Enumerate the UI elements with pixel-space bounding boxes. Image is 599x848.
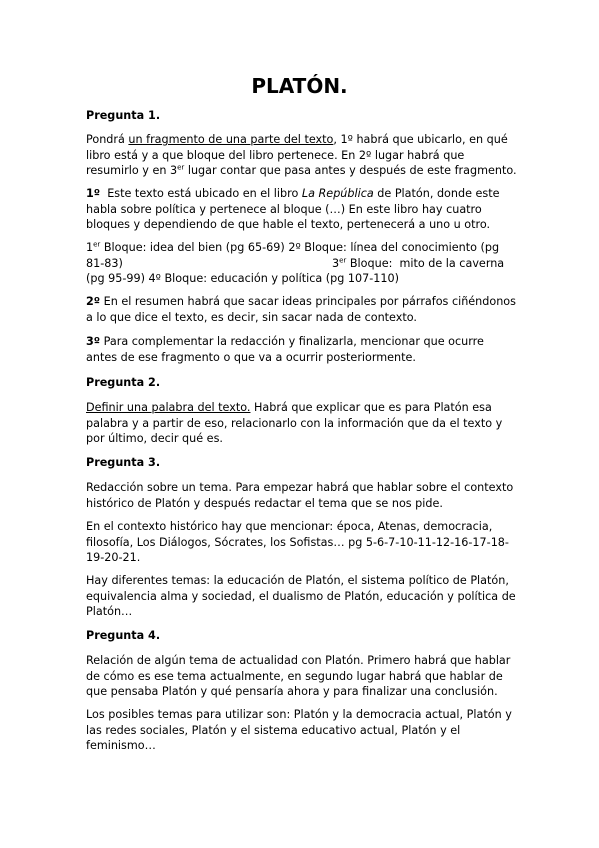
paragraph-line: palabra y a partir de eso, relacionarlo con la información que da el texto y — [86, 416, 503, 430]
text-run: 3 — [332, 256, 340, 270]
question-4-heading: Pregunta 4. — [86, 629, 161, 642]
paragraph-line: (pg 95-99) 4º Bloque: educación y política (pg 107-110) — [86, 272, 399, 286]
paragraph-line — [86, 240, 516, 256]
text-run: En el resumen habrá que sacar ideas principales por párrafos ciñéndonos — [100, 295, 516, 308]
paragraph-line — [86, 163, 516, 179]
question-3-paragraph-2 — [86, 519, 516, 566]
paragraph-line: equivalencia alma y sociedad, el dualismo de Platón, educación y política de — [86, 589, 516, 603]
paragraph-line: Redacción sobre un tema. Para empezar habrá que hablar sobre el contexto — [86, 481, 514, 494]
underlined-phrase: Definir una palabra del texto. — [86, 401, 251, 414]
paragraph-line — [86, 132, 516, 148]
paragraph-line: que pensaba Platón y qué pensaría ahora y para finalizar una conclusión. — [86, 685, 498, 699]
text-run: lugar contar que pasa antes y después de este fragmento. — [184, 164, 517, 178]
text-run: de Platón, donde este — [373, 187, 500, 200]
paragraph-line — [86, 256, 516, 272]
text-run: Bloque: idea del bien (pg 65-69) 2º Bloque: línea del conocimiento (pg — [100, 241, 500, 254]
paragraph-line: las redes sociales, Platón y el sistema educativo actual, Platón y el — [86, 723, 461, 737]
paragraph-line: libro está y a que bloque del libro pertenece. En 2º lugar habrá que — [86, 148, 465, 162]
ordinal-superscript: er — [177, 163, 185, 172]
paragraph-line: Hay diferentes temas: la educación de Platón, el sistema político de Platón, — [86, 574, 509, 587]
underlined-phrase: un fragmento de una parte del texto — [128, 133, 334, 146]
text-run: , 1º habrá que ubicarlo, en qué — [333, 133, 508, 146]
paragraph-line: bloques y dependiendo de que hable el texto, pertenecerá a uno u otro. — [86, 218, 491, 232]
question-2-heading: Pregunta 2. — [86, 376, 161, 389]
question-2-paragraph — [86, 400, 516, 447]
paragraph-line: En el contexto histórico hay que mencionar: época, Atenas, democracia, — [86, 520, 493, 533]
text-run: Habrá que explicar que es para Platón esa — [250, 401, 492, 414]
question-1-intro-paragraph — [86, 132, 516, 179]
paragraph-line — [86, 334, 516, 350]
paragraph-line: antes de ese fragmento o que va a ocurrir posteriormente. — [86, 350, 416, 364]
question-1-step-2 — [86, 294, 516, 325]
text-run — [332, 256, 504, 272]
paragraph-line: habla sobre política y pertenece al bloque (…) En este libro hay cuatro — [86, 202, 482, 216]
ordinal-superscript: er — [339, 255, 347, 264]
paragraph-line: por último, decir qué es. — [86, 432, 223, 446]
paragraph-line — [86, 294, 516, 310]
question-1-step-3 — [86, 334, 516, 365]
paragraph-line: Relación de algún tema de actualidad con Platón. Primero habrá que hablar — [86, 654, 511, 667]
question-4-paragraph-2 — [86, 707, 516, 754]
step-number: 1º — [86, 187, 101, 200]
paragraph-line: a lo que dice el texto, es decir, sin sacar nada de contexto. — [86, 310, 417, 324]
question-3-heading: Pregunta 3. — [86, 456, 161, 469]
paragraph-line: de cómo es ese tema actualmente, en segundo lugar habrá que hablar de — [86, 669, 503, 683]
text-run: Este texto está ubicado en el libro — [100, 187, 302, 200]
paragraph-line: histórico de Platón y después redactar el tema que se nos pide. — [86, 496, 443, 510]
text-run: Para complementar la redacción y finalizarla, mencionar que ocurre — [100, 335, 484, 348]
book-title: La República — [301, 187, 374, 200]
question-3-paragraph-1 — [86, 480, 516, 511]
text-run: Pondrá — [86, 133, 129, 146]
paragraph-line: 19-20-21. — [86, 551, 141, 565]
paragraph-line — [86, 400, 516, 416]
question-1-blocks-list — [86, 240, 516, 287]
text-run: 81-83) — [86, 256, 123, 270]
question-1-heading: Pregunta 1. — [86, 109, 161, 122]
question-1-step-1 — [86, 186, 516, 233]
text-run: resumirlo y en 3 — [86, 164, 178, 178]
page-title: PLATÓN. — [251, 74, 348, 98]
question-3-paragraph-3 — [86, 573, 516, 620]
paragraph-line: feminismo… — [86, 739, 156, 753]
text-run: 1 — [86, 241, 94, 254]
step-number: 3º — [86, 335, 101, 348]
paragraph-line: Platón… — [86, 605, 133, 619]
question-4-paragraph-1 — [86, 653, 516, 700]
text-run: Bloque: mito de la caverna — [346, 256, 505, 270]
ordinal-superscript: er — [93, 240, 101, 249]
paragraph-line: filosofía, Los Diálogos, Sócrates, los Sofistas… pg 5-6-7-10-11-12-16-17-18- — [86, 535, 509, 549]
step-number: 2º — [86, 295, 101, 308]
paragraph-line — [86, 186, 516, 202]
paragraph-line: Los posibles temas para utilizar son: Platón y la democracia actual, Platón y — [86, 708, 512, 721]
